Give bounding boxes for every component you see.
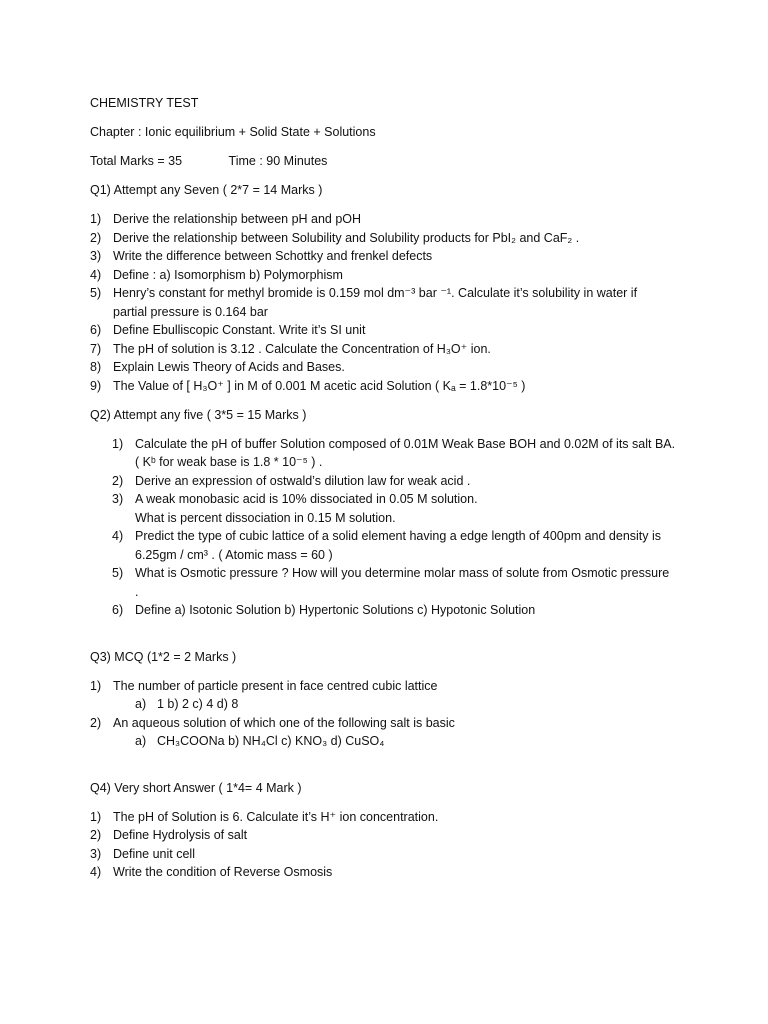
- item-text: Define a) Isotonic Solution b) Hypertonic Solutions c) Hypotonic Solution: [135, 603, 536, 617]
- total-marks: Total Marks = 35: [90, 154, 183, 168]
- item-number: 2): [90, 828, 102, 842]
- item-continuation: partial pressure is 0.164 bar: [113, 304, 268, 319]
- item-number: 1): [112, 436, 124, 451]
- list-item: [90, 435, 730, 454]
- item-text: Define : a) Isomorphism b) Polymorphism: [113, 267, 343, 282]
- item-continuation: What is percent dissociation in 0.15 M solution.: [135, 510, 396, 525]
- item-number: 1): [90, 678, 102, 693]
- item-text: The pH of solution is 3.12 . Calculate the Concentration of H₃O⁺ ion.: [113, 341, 491, 356]
- item-number: 2): [90, 230, 102, 245]
- list-item: [90, 472, 730, 491]
- option-label: a): [135, 734, 147, 748]
- item-number: 3): [90, 249, 102, 263]
- option-label: a): [135, 697, 147, 711]
- item-text: Derive an expression of ostwald’s dilution law for weak acid .: [135, 473, 471, 488]
- item-number: 8): [90, 360, 102, 374]
- q1-heading: Q1) Attempt any Seven ( 2*7 = 14 Marks ): [90, 183, 323, 197]
- item-text: An aqueous solution of which one of the following salt is basic: [113, 715, 455, 730]
- item-continuation: .: [135, 584, 139, 599]
- list-item: [90, 677, 730, 696]
- item-text: Henry’s constant for methyl bromide is 0.159 mol dm⁻³ bar ⁻¹. Calculate it’s solubility in water if: [113, 286, 638, 300]
- item-text: Define Hydrolysis of salt: [113, 828, 248, 842]
- item-number: 2): [90, 715, 102, 730]
- list-item: [90, 845, 730, 864]
- chapter-line: Chapter : Ionic equilibrium + Solid State + Solutions: [90, 125, 376, 139]
- item-continuation: 6.25gm / cm³ . ( Atomic mass = 60 ): [135, 547, 333, 562]
- item-text: The number of particle present in face centred cubic lattice: [113, 678, 438, 693]
- item-text: What is Osmotic pressure ? How will you determine molar mass of solute from Osmotic pressure: [135, 566, 670, 580]
- item-number: 2): [112, 473, 124, 488]
- item-text: Derive the relationship between pH and pOH: [113, 212, 362, 226]
- list-item: [90, 321, 730, 340]
- item-text: A weak monobasic acid is 10% dissociated in 0.05 M solution.: [135, 492, 478, 506]
- list-item: [90, 527, 730, 546]
- item-text: Define Ebulliscopic Constant. Write it’s SI unit: [113, 323, 366, 337]
- list-item: [90, 340, 730, 359]
- list-item: [90, 358, 730, 377]
- item-text: Write the difference between Schottky and frenkel defects: [113, 249, 433, 263]
- list-item: [90, 229, 730, 248]
- list-item: [90, 714, 730, 733]
- item-number: 3): [90, 846, 102, 861]
- item-number: 4): [112, 529, 124, 543]
- q1-list: [90, 210, 730, 395]
- item-text: Write the condition of Reverse Osmosis: [113, 865, 333, 879]
- list-item: [90, 247, 730, 266]
- item-number: 6): [90, 323, 102, 337]
- list-item: [90, 863, 730, 882]
- q4-heading: Q4) Very short Answer ( 1*4= 4 Mark ): [90, 780, 302, 795]
- list-item: [90, 601, 730, 620]
- item-text: The Value of [ H₃O⁺ ] in M of 0.001 M acetic acid Solution ( Kₐ = 1.8*10⁻⁵ ): [113, 378, 526, 393]
- q4-list: [90, 808, 730, 882]
- item-number: 1): [90, 809, 102, 824]
- option-values: 1 b) 2 c) 4 d) 8: [157, 697, 239, 711]
- list-item: [90, 377, 730, 396]
- option-values: CH₃COONa b) NH₄Cl c) KNO₃ d) CuSO₄: [157, 734, 385, 748]
- item-text: Derive the relationship between Solubility and Solubility products for PbI₂ and CaF₂ .: [113, 230, 580, 245]
- item-number: 1): [90, 212, 102, 226]
- list-item: [90, 266, 730, 285]
- time-limit: Time : 90 Minutes: [228, 154, 328, 168]
- item-text: Explain Lewis Theory of Acids and Bases.: [113, 360, 345, 374]
- item-number: 9): [90, 378, 102, 393]
- list-item: [90, 490, 730, 509]
- item-number: 4): [90, 267, 102, 282]
- mcq-options: [90, 695, 730, 714]
- test-title: CHEMISTRY TEST: [90, 96, 199, 110]
- q2-heading: Q2) Attempt any five ( 3*5 = 15 Marks ): [90, 407, 307, 422]
- item-text: Define unit cell: [113, 846, 195, 861]
- item-number: 7): [90, 341, 102, 356]
- item-text: Calculate the pH of buffer Solution composed of 0.01M Weak Base BOH and 0.02M of its salt BA.: [135, 436, 676, 451]
- q3-heading: Q3) MCQ (1*2 = 2 Marks ): [90, 649, 237, 664]
- list-item: [90, 284, 730, 303]
- list-item: [90, 210, 730, 229]
- item-number: 4): [90, 865, 102, 879]
- item-number: 5): [112, 566, 124, 580]
- item-text: The pH of Solution is 6. Calculate it’s H⁺ ion concentration.: [113, 809, 439, 824]
- marks-time-line: [90, 152, 730, 171]
- item-number: 3): [112, 492, 124, 506]
- item-number: 6): [112, 603, 124, 617]
- mcq-options: [90, 732, 730, 751]
- q3-list: [90, 677, 730, 751]
- list-item: [90, 808, 730, 827]
- item-text: Predict the type of cubic lattice of a solid element having a edge length of 400pm and density is: [135, 529, 662, 543]
- list-item: [90, 826, 730, 845]
- item-number: 5): [90, 286, 102, 300]
- test-paper: [90, 94, 730, 882]
- q2-list: [90, 435, 730, 620]
- list-item: [90, 564, 730, 583]
- item-continuation: ( Kᵇ for weak base is 1.8 * 10⁻⁵ ) .: [135, 455, 323, 469]
